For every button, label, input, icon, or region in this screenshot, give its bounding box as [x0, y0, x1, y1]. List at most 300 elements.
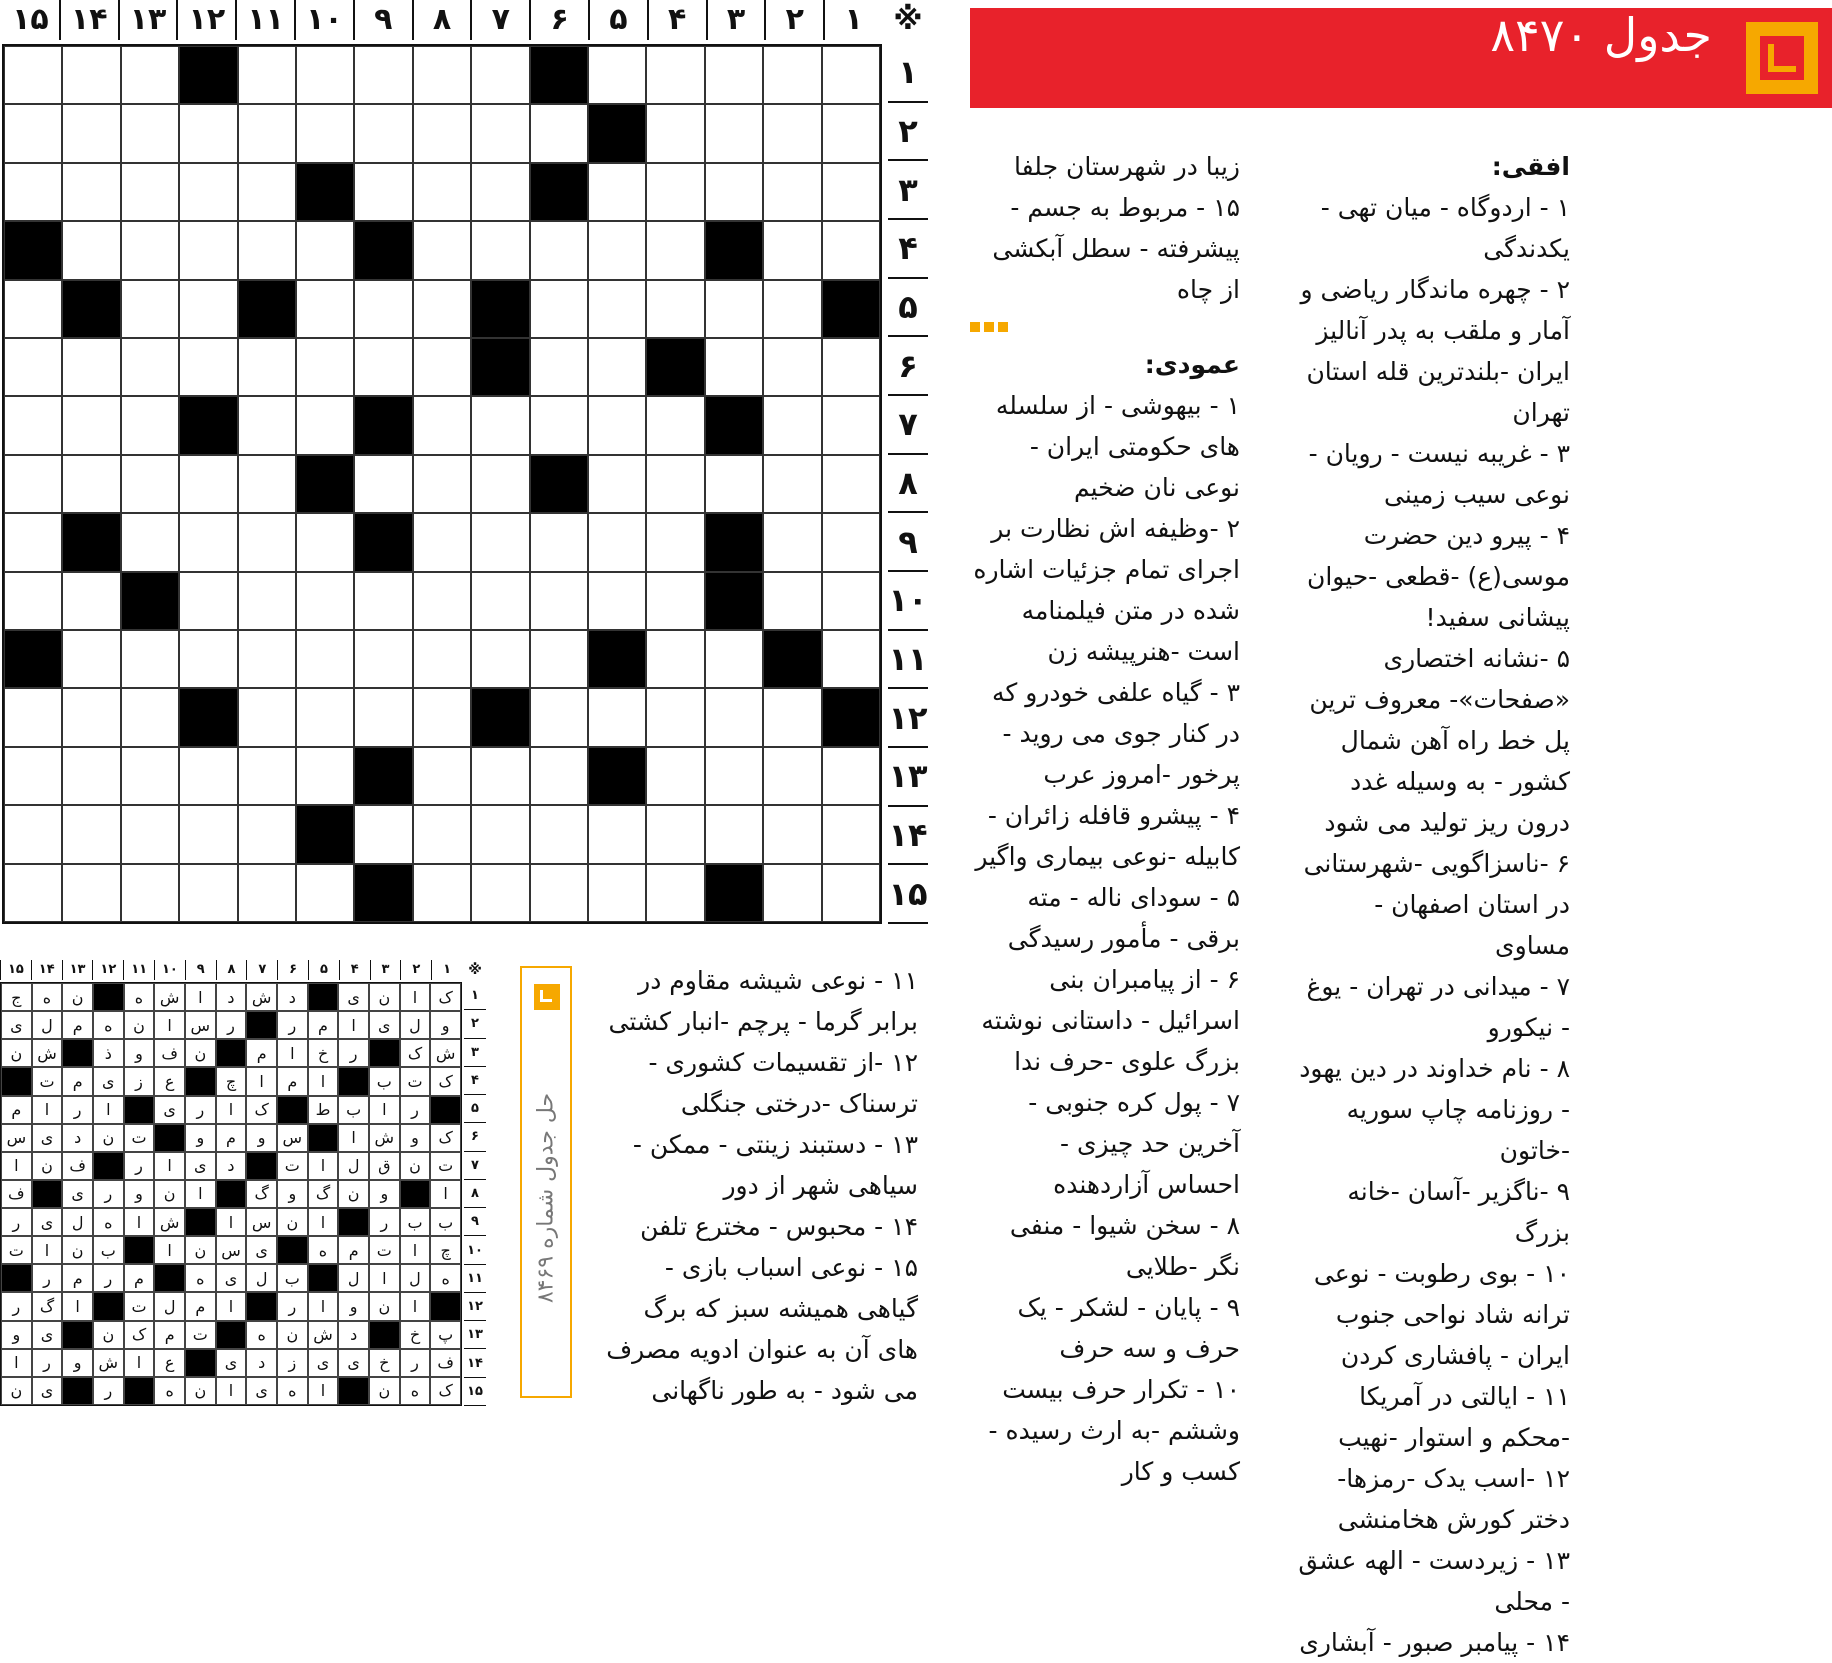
- solution-letter: ت: [369, 1236, 400, 1264]
- solution-black-cell: [124, 1236, 155, 1264]
- empty-cell: [62, 396, 120, 454]
- empty-cell: [179, 864, 237, 922]
- clue-text: ۱۳ - زیردست - الهه عشق - محلی: [1298, 1546, 1570, 1616]
- row-number: ۸: [888, 455, 928, 514]
- across-clues-column: [1298, 146, 1570, 1663]
- empty-cell: [296, 221, 354, 279]
- empty-cell: [822, 104, 880, 162]
- empty-cell: [822, 221, 880, 279]
- solution-letter: ش: [369, 1124, 400, 1152]
- empty-cell: [588, 864, 646, 922]
- column-number: ۴: [647, 0, 706, 40]
- solution-row-number: ۱۴: [464, 1349, 486, 1377]
- solution-black-cell: [185, 1349, 216, 1377]
- empty-cell: [62, 338, 120, 396]
- empty-cell: [646, 46, 704, 104]
- solution-label: حل جدول شماره ۸۴۶۹: [533, 1092, 559, 1304]
- solution-letter: ط: [308, 1096, 339, 1124]
- row-number: ۱۵: [888, 865, 928, 924]
- clue-text: ۵ -نشانه اختصاری «صفحات»- معروف ترین پل خط راه آهن شمال کشور - به وسیله غدد درون ریز تولید می شود: [1309, 644, 1570, 837]
- empty-cell: [413, 455, 471, 513]
- clue-text: ۱۴ - پیامبر صبور - آبشاری: [1299, 1628, 1570, 1657]
- solution-letter: ا: [338, 1011, 369, 1039]
- solution-letter: ف: [154, 1039, 185, 1067]
- solution-letter: ن: [93, 1124, 124, 1152]
- empty-cell: [179, 805, 237, 863]
- empty-cell: [238, 747, 296, 805]
- solution-letter: ر: [1, 1208, 32, 1236]
- empty-cell: [4, 280, 62, 338]
- empty-cell: [179, 630, 237, 688]
- empty-cell: [296, 747, 354, 805]
- solution-letter: ل: [32, 1011, 63, 1039]
- solution-letter: ر: [400, 1349, 431, 1377]
- black-cell: [705, 864, 763, 922]
- solution-letter: م: [338, 1236, 369, 1264]
- solution-black-cell: [216, 1321, 247, 1349]
- clue-text: زیبا در شهرستان جلفا: [1014, 152, 1240, 181]
- empty-cell: [763, 104, 821, 162]
- solution-letter: ا: [246, 1067, 277, 1095]
- solution-black-cell: [1, 1067, 32, 1095]
- empty-cell: [763, 805, 821, 863]
- solution-letter: ی: [308, 1349, 339, 1377]
- solution-letter: ه: [154, 1377, 185, 1405]
- clue-text: ۲ - چهره ماندگار ریاضی و آمار و ملقب به پدر آنالیز ایران -بلندترین قله استان تهران: [1300, 275, 1570, 427]
- solution-letter: د: [216, 1152, 247, 1180]
- empty-cell: [413, 280, 471, 338]
- empty-cell: [588, 46, 646, 104]
- solution-letter: ا: [93, 1096, 124, 1124]
- solution-letter: س: [277, 1124, 308, 1152]
- empty-cell: [705, 46, 763, 104]
- empty-cell: [62, 572, 120, 630]
- down-clue-list: [970, 385, 1240, 1492]
- solution-letter: ا: [338, 1124, 369, 1152]
- solution-letter: ا: [62, 1292, 93, 1320]
- empty-cell: [238, 163, 296, 221]
- solution-letter: ن: [185, 1039, 216, 1067]
- row-number: ۲: [888, 103, 928, 162]
- black-cell: [296, 455, 354, 513]
- solution-letter: ن: [154, 1180, 185, 1208]
- empty-cell: [354, 46, 412, 104]
- empty-cell: [471, 396, 529, 454]
- clue-text: ۸ - سخن شیوا - منفی نگر -طلایی: [1009, 1211, 1240, 1281]
- solution-black-cell: [62, 1377, 93, 1405]
- empty-cell: [238, 221, 296, 279]
- solution-letter: ل: [62, 1208, 93, 1236]
- solution-letter: ا: [216, 1377, 247, 1405]
- black-cell: [471, 280, 529, 338]
- clue-text: ۴ - پیرو دین حضرت موسی(ع) -قطعی -حیوان پیشانی سفید!: [1306, 521, 1570, 632]
- solution-letter: ا: [216, 1292, 247, 1320]
- solution-letter: ذ: [93, 1039, 124, 1067]
- black-cell: [588, 104, 646, 162]
- solution-letter: ا: [154, 1011, 185, 1039]
- solution-letter: ی: [154, 1096, 185, 1124]
- empty-cell: [530, 338, 588, 396]
- solution-black-cell: [93, 1152, 124, 1180]
- black-cell: [763, 630, 821, 688]
- empty-cell: [121, 455, 179, 513]
- empty-cell: [413, 46, 471, 104]
- empty-cell: [646, 280, 704, 338]
- empty-cell: [238, 688, 296, 746]
- empty-cell: [238, 513, 296, 571]
- empty-cell: [121, 338, 179, 396]
- empty-cell: [179, 280, 237, 338]
- empty-cell: [588, 338, 646, 396]
- solution-letter: ا: [216, 1096, 247, 1124]
- solution-letter: و: [1, 1321, 32, 1349]
- solution-letter: و: [124, 1039, 155, 1067]
- empty-cell: [471, 864, 529, 922]
- empty-cell: [822, 805, 880, 863]
- empty-cell: [4, 864, 62, 922]
- solution-letter: ع: [154, 1349, 185, 1377]
- solution-column-number: ۱: [431, 960, 462, 980]
- solution-black-cell: [400, 1180, 431, 1208]
- clue-text: ۷ - پول کره جنوبی - آخرین حد چیزی - احساس آزاردهنده: [1028, 1088, 1240, 1199]
- empty-cell: [413, 630, 471, 688]
- empty-cell: [179, 572, 237, 630]
- solution-grid: [0, 982, 462, 1406]
- solution-letter: ن: [369, 1292, 400, 1320]
- black-cell: [4, 630, 62, 688]
- solution-letter: ر: [93, 1264, 124, 1292]
- solution-letter: ش: [308, 1321, 339, 1349]
- empty-cell: [413, 338, 471, 396]
- solution-letter: ا: [185, 1180, 216, 1208]
- empty-cell: [588, 396, 646, 454]
- solution-letter: م: [154, 1321, 185, 1349]
- grid-corner-symbol: ※: [893, 2, 923, 37]
- solution-corner-symbol: ※: [468, 962, 482, 978]
- solution-column-number: ۲: [400, 960, 431, 980]
- empty-cell: [296, 688, 354, 746]
- empty-cell: [530, 104, 588, 162]
- puzzle-title: جدول ۸۴۷۰: [1490, 8, 1712, 62]
- solution-black-cell: [430, 1096, 461, 1124]
- empty-cell: [646, 688, 704, 746]
- solution-letter: ه: [246, 1321, 277, 1349]
- solution-black-cell: [62, 1039, 93, 1067]
- solution-row-number: ۸: [464, 1180, 486, 1208]
- solution-black-cell: [124, 1377, 155, 1405]
- empty-cell: [588, 572, 646, 630]
- solution-row-number: ۶: [464, 1123, 486, 1151]
- empty-cell: [471, 46, 529, 104]
- column-number: ۹: [353, 0, 412, 40]
- solution-letter: ا: [154, 1152, 185, 1180]
- solution-row-number: ۱۲: [464, 1293, 486, 1321]
- solution-column-number: ۹: [185, 960, 216, 980]
- black-cell: [354, 221, 412, 279]
- solution-black-cell: [216, 1039, 247, 1067]
- solution-letter: خ: [400, 1321, 431, 1349]
- empty-cell: [238, 572, 296, 630]
- column-number: ۵: [588, 0, 647, 40]
- solution-letter: ن: [62, 1236, 93, 1264]
- solution-letter: ن: [1, 1377, 32, 1405]
- solution-letter: ر: [93, 1377, 124, 1405]
- empty-cell: [822, 572, 880, 630]
- solution-letter: ر: [62, 1096, 93, 1124]
- empty-cell: [354, 280, 412, 338]
- black-cell: [121, 572, 179, 630]
- across-title: افقی:: [1491, 152, 1570, 181]
- solution-letter: م: [62, 1264, 93, 1292]
- empty-cell: [413, 805, 471, 863]
- solution-letter: ف: [1, 1180, 32, 1208]
- solution-black-cell: [93, 983, 124, 1011]
- empty-cell: [179, 338, 237, 396]
- empty-cell: [354, 104, 412, 162]
- solution-letter: و: [277, 1180, 308, 1208]
- black-cell: [4, 221, 62, 279]
- empty-cell: [121, 280, 179, 338]
- empty-cell: [296, 630, 354, 688]
- empty-cell: [62, 455, 120, 513]
- empty-cell: [822, 396, 880, 454]
- solution-letter: و: [185, 1124, 216, 1152]
- empty-cell: [179, 747, 237, 805]
- empty-cell: [62, 221, 120, 279]
- solution-letter: ی: [216, 1264, 247, 1292]
- empty-cell: [530, 630, 588, 688]
- black-cell: [588, 630, 646, 688]
- solution-letter: و: [400, 1124, 431, 1152]
- solution-letter: ز: [277, 1349, 308, 1377]
- solution-letter: م: [62, 1067, 93, 1095]
- solution-letter: ه: [308, 1236, 339, 1264]
- solution-letter: س: [216, 1236, 247, 1264]
- solution-letter: ا: [400, 1236, 431, 1264]
- empty-cell: [646, 630, 704, 688]
- solution-letter: د: [277, 983, 308, 1011]
- empty-cell: [530, 513, 588, 571]
- solution-letter: ر: [93, 1180, 124, 1208]
- solution-letter: ل: [400, 1264, 431, 1292]
- clue-text: ۶ -ناسزاگویی -شهرستانی در استان اصفهان - مساوی: [1303, 849, 1570, 960]
- empty-cell: [705, 805, 763, 863]
- solution-letter: ا: [400, 1292, 431, 1320]
- solution-letter: ی: [185, 1152, 216, 1180]
- empty-cell: [413, 221, 471, 279]
- empty-cell: [705, 688, 763, 746]
- empty-cell: [763, 396, 821, 454]
- solution-column-number: ۱۲: [92, 960, 123, 980]
- empty-cell: [530, 747, 588, 805]
- empty-cell: [62, 747, 120, 805]
- empty-cell: [62, 163, 120, 221]
- empty-cell: [179, 221, 237, 279]
- empty-cell: [822, 864, 880, 922]
- solution-letter: ر: [338, 1039, 369, 1067]
- solution-black-cell: [216, 1180, 247, 1208]
- empty-cell: [121, 396, 179, 454]
- empty-cell: [354, 688, 412, 746]
- empty-cell: [354, 163, 412, 221]
- solution-black-cell: [246, 1292, 277, 1320]
- solution-letter: ا: [430, 1180, 461, 1208]
- solution-letter: ا: [185, 983, 216, 1011]
- solution-letter: ی: [369, 1011, 400, 1039]
- column-number: ۶: [529, 0, 588, 40]
- solution-letter: ک: [430, 983, 461, 1011]
- solution-letter: ب: [369, 1067, 400, 1095]
- solution-letter: ک: [246, 1096, 277, 1124]
- clue-text: ۱۵ - نوعی اسباب بازی - گیاهی همیشه سبز که برگ های آن به عنوان ادویه مصرف می شود - به طور ناگهانی: [606, 1253, 918, 1405]
- empty-cell: [4, 46, 62, 104]
- separator-dots: [970, 322, 1130, 332]
- empty-cell: [588, 688, 646, 746]
- solution-letter: ن: [369, 1377, 400, 1405]
- solution-letter: ا: [369, 1264, 400, 1292]
- empty-cell: [413, 396, 471, 454]
- empty-cell: [121, 864, 179, 922]
- empty-cell: [4, 163, 62, 221]
- black-cell: [62, 513, 120, 571]
- solution-black-cell: [62, 1321, 93, 1349]
- solution-black-cell: [32, 1180, 63, 1208]
- column-number: ۱۱: [235, 0, 294, 40]
- solution-letter: م: [216, 1124, 247, 1152]
- solution-letter: ن: [185, 1377, 216, 1405]
- empty-cell: [822, 163, 880, 221]
- clue-text: ۶ - از پیامبران بنی اسرائیل - داستانی نوشته بزرگ علوی -حرف ندا: [981, 965, 1240, 1076]
- empty-cell: [646, 455, 704, 513]
- solution-letter: ا: [124, 1349, 155, 1377]
- empty-cell: [296, 572, 354, 630]
- empty-cell: [121, 163, 179, 221]
- solution-letter: و: [124, 1180, 155, 1208]
- solution-label-box: [520, 966, 572, 1398]
- empty-cell: [646, 396, 704, 454]
- empty-cell: [588, 805, 646, 863]
- empty-cell: [763, 747, 821, 805]
- solution-letter: ی: [32, 1321, 63, 1349]
- empty-cell: [530, 805, 588, 863]
- solution-letter: س: [1, 1124, 32, 1152]
- empty-cell: [179, 513, 237, 571]
- solution-row-number: ۵: [464, 1095, 486, 1123]
- clue-text: ۱ - بیهوشی - از سلسله های حکومتی ایران - نوعی نان ضخیم: [995, 391, 1240, 502]
- empty-cell: [179, 163, 237, 221]
- black-cell: [705, 572, 763, 630]
- row-number: ۱۲: [888, 689, 928, 748]
- clue-text: ۱۱ - ایالتی در آمریکا -محکم و استوار -نهیب: [1338, 1382, 1570, 1452]
- solution-letter: م: [1, 1096, 32, 1124]
- black-cell: [530, 455, 588, 513]
- black-cell: [471, 688, 529, 746]
- empty-cell: [822, 46, 880, 104]
- solution-letter: ت: [430, 1152, 461, 1180]
- black-cell: [646, 338, 704, 396]
- solution-letter: س: [185, 1011, 216, 1039]
- empty-cell: [4, 455, 62, 513]
- empty-cell: [471, 630, 529, 688]
- solution-letter: ی: [216, 1349, 247, 1377]
- empty-cell: [4, 396, 62, 454]
- black-cell: [354, 747, 412, 805]
- solution-column-numbers: [0, 960, 462, 980]
- solution-letter: ی: [62, 1180, 93, 1208]
- solution-letter: ا: [1, 1152, 32, 1180]
- empty-cell: [471, 747, 529, 805]
- solution-letter: ب: [338, 1096, 369, 1124]
- solution-black-cell: [93, 1292, 124, 1320]
- solution-letter: د: [246, 1349, 277, 1377]
- solution-column-number: ۴: [339, 960, 370, 980]
- solution-letter: ل: [338, 1152, 369, 1180]
- solution-letter: ن: [338, 1180, 369, 1208]
- empty-cell: [646, 864, 704, 922]
- solution-letter: ز: [124, 1067, 155, 1095]
- across-clue-continuation: [970, 146, 1240, 310]
- solution-letter: ر: [277, 1011, 308, 1039]
- solution-letter: ه: [185, 1264, 216, 1292]
- solution-letter: ک: [400, 1039, 431, 1067]
- solution-column-number: ۳: [370, 960, 401, 980]
- solution-letter: ت: [32, 1067, 63, 1095]
- empty-cell: [530, 280, 588, 338]
- solution-letter: خ: [369, 1349, 400, 1377]
- empty-cell: [413, 513, 471, 571]
- empty-cell: [296, 396, 354, 454]
- empty-cell: [471, 163, 529, 221]
- empty-cell: [354, 630, 412, 688]
- solution-letter: ش: [154, 1208, 185, 1236]
- solution-column-number: ۵: [308, 960, 339, 980]
- solution-letter: ن: [62, 983, 93, 1011]
- solution-letter: ا: [32, 1236, 63, 1264]
- clue-text: ۴ - پیشرو قافله زائران - کابیله -نوعی بیماری واگیر: [975, 801, 1240, 871]
- solution-black-cell: [124, 1096, 155, 1124]
- solution-letter: ن: [185, 1236, 216, 1264]
- solution-black-cell: [338, 1377, 369, 1405]
- solution-black-cell: [185, 1067, 216, 1095]
- empty-cell: [296, 513, 354, 571]
- solution-black-cell: [1, 1264, 32, 1292]
- solution-letter: م: [277, 1067, 308, 1095]
- clue-text: ۱۰ - بوی رطوبت - نوعی ترانه شاد نواحی جنوب ایران - پافشاری کردن: [1313, 1259, 1570, 1370]
- empty-cell: [588, 455, 646, 513]
- clue-text: ۱۱ - نوعی شیشه مقاوم در برابر گرما - پرچم -انبار کشتی: [608, 966, 918, 1036]
- down-title: عمودی:: [1144, 350, 1240, 379]
- empty-cell: [646, 513, 704, 571]
- solution-letter: ر: [32, 1264, 63, 1292]
- row-number: ۴: [888, 220, 928, 279]
- empty-cell: [4, 104, 62, 162]
- empty-cell: [530, 864, 588, 922]
- down-clues-continuation-column: [598, 960, 918, 1411]
- black-cell: [705, 396, 763, 454]
- row-number: ۳: [888, 161, 928, 220]
- black-cell: [354, 396, 412, 454]
- clue-text: ۱۵ - مربوط به جسم - پیشرفته - سطل آبکشی از چاه: [992, 193, 1240, 304]
- empty-cell: [822, 338, 880, 396]
- solution-letter: ی: [32, 1208, 63, 1236]
- black-cell: [296, 163, 354, 221]
- solution-letter: ی: [246, 1236, 277, 1264]
- empty-cell: [822, 630, 880, 688]
- empty-cell: [530, 572, 588, 630]
- solution-letter: ا: [400, 983, 431, 1011]
- solution-row-number: ۲: [464, 1010, 486, 1038]
- solution-column-number: ۱۱: [123, 960, 154, 980]
